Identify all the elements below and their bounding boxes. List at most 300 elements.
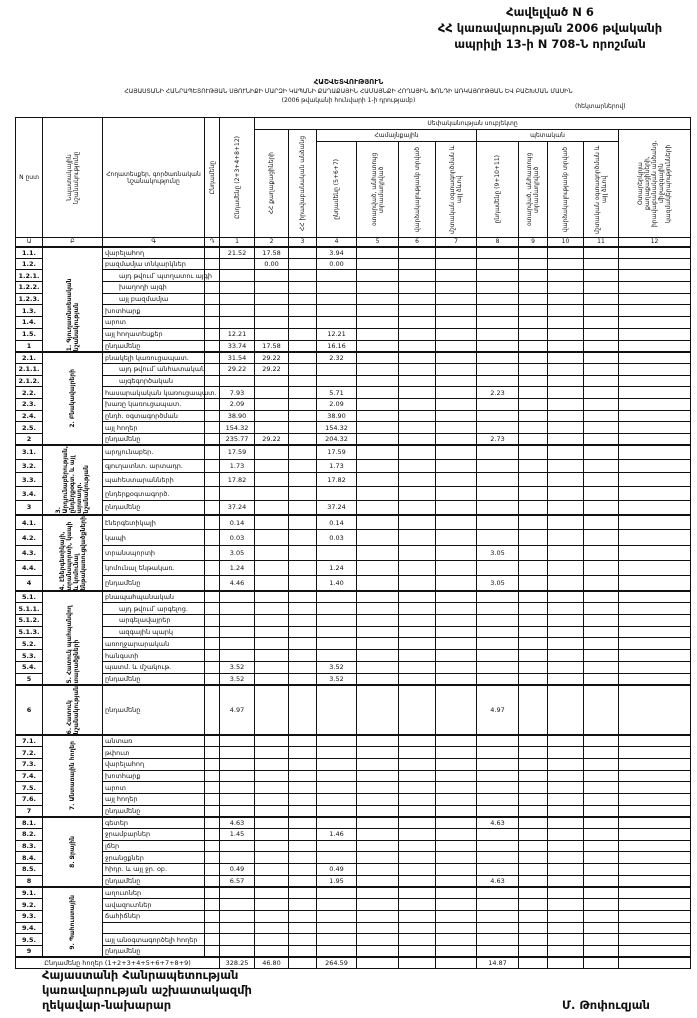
cell-community-total bbox=[317, 805, 357, 817]
cell-empty bbox=[519, 317, 548, 329]
row-number: 9.2. bbox=[16, 899, 43, 911]
cell-state-total bbox=[477, 591, 519, 603]
land-type: այլ հողեր bbox=[103, 422, 205, 434]
cell-empty bbox=[436, 829, 477, 841]
column-index: 9 bbox=[519, 238, 548, 247]
cell-citizens: 29.22 bbox=[255, 434, 289, 446]
position-line: ղեկավար-նախարար bbox=[42, 998, 172, 1012]
cell-citizens bbox=[255, 317, 289, 329]
cell-empty bbox=[357, 422, 399, 434]
cell-total bbox=[220, 794, 255, 806]
cell-state-total bbox=[477, 805, 519, 817]
group-label bbox=[43, 817, 103, 887]
group-label bbox=[43, 887, 103, 957]
cell-empty bbox=[436, 305, 477, 317]
cell-community-total: 3.52 bbox=[317, 661, 357, 673]
col-owner-group: Սեփականության սուբյեկտը bbox=[255, 118, 691, 130]
cell-community-total bbox=[317, 922, 357, 934]
cell-citizens bbox=[255, 922, 289, 934]
cell-empty bbox=[436, 445, 477, 459]
cell-community-total: 0.14 bbox=[317, 515, 357, 530]
land-fund-table bbox=[15, 117, 691, 969]
cell-empty bbox=[205, 758, 220, 770]
column-index: 8 bbox=[477, 238, 519, 247]
table-row bbox=[16, 934, 691, 946]
cell-legal bbox=[289, 473, 317, 487]
cell-empty bbox=[205, 794, 220, 806]
cell-empty bbox=[205, 410, 220, 422]
cell-empty bbox=[519, 603, 548, 615]
cell-empty bbox=[519, 899, 548, 911]
cell-legal bbox=[289, 661, 317, 673]
cell-community-total bbox=[317, 615, 357, 627]
cell-state-total: 4.63 bbox=[477, 875, 519, 887]
cell-community-total bbox=[317, 363, 357, 375]
cell-legal bbox=[289, 340, 317, 352]
col-11: մշտական օգտագործման և այլ ձևով bbox=[584, 142, 619, 238]
cell-empty bbox=[584, 398, 619, 410]
cell-empty bbox=[436, 530, 477, 545]
cell-empty bbox=[357, 945, 399, 957]
cell-empty bbox=[399, 817, 436, 829]
cell-citizens bbox=[255, 328, 289, 340]
row-number: 5.1. bbox=[16, 591, 43, 603]
cell-empty bbox=[205, 782, 220, 794]
column-index: 12 bbox=[619, 238, 691, 247]
cell-empty bbox=[436, 910, 477, 922]
cell-empty bbox=[357, 282, 399, 294]
cell-community-total bbox=[317, 638, 357, 650]
annex-line: ապրիլի 13-ի N 708-Ն որոշման bbox=[454, 37, 646, 51]
cell-state-total bbox=[477, 864, 519, 876]
cell-empty bbox=[584, 282, 619, 294]
cell-empty bbox=[548, 922, 584, 934]
total-label: Ընդամենը հողեր (1+2+3+4+5+6+7+8+9) bbox=[16, 957, 220, 969]
col-2: ՀՀ քաղաքացիների bbox=[255, 130, 289, 238]
cell-empty bbox=[519, 864, 548, 876]
cell-community-total bbox=[317, 794, 357, 806]
cell-community-total: 154.32 bbox=[317, 422, 357, 434]
cell-empty bbox=[584, 615, 619, 627]
cell-empty bbox=[619, 852, 691, 864]
cell-community-total bbox=[317, 650, 357, 662]
cell-empty bbox=[584, 685, 619, 735]
cell-empty bbox=[619, 293, 691, 305]
cell-legal bbox=[289, 603, 317, 615]
group-label-text: 6. Հատուկ նշանակության bbox=[65, 685, 80, 735]
cell-empty bbox=[399, 501, 436, 515]
cell-empty bbox=[357, 501, 399, 515]
document-subtitle: ՀԱՅԱՍՏԱՆԻ ՀԱՆՐԱՊԵՏՈՒԹՅԱՆ ՍՅՈՒՆԻՔԻ ՄԱՐԶԻ ԿԱՊԱՆԻ ՔԱՂԱՔԱՅԻՆ ՀԱՄԱՅՆՔԻ ՀՈՂԱՅԻՆ ՖՈՆԴԻ ԱՌԿԱՅՈՒԹՅԱՆ ԵՎ ԲԱՇԽՄԱՆ ՄԱՍԻՆ bbox=[124, 88, 573, 95]
table-row bbox=[16, 487, 691, 501]
cell-state-total bbox=[477, 615, 519, 627]
cell-empty bbox=[436, 387, 477, 399]
cell-empty bbox=[548, 747, 584, 759]
cell-state-total bbox=[477, 910, 519, 922]
cell-empty bbox=[584, 840, 619, 852]
row-number: 3.1. bbox=[16, 445, 43, 459]
group-label-text: 5. Հատուկ պահպանվող տարածքների bbox=[65, 605, 80, 684]
cell-empty bbox=[436, 887, 477, 899]
table-row bbox=[16, 270, 691, 282]
cell-empty bbox=[357, 487, 399, 501]
cell-empty bbox=[548, 735, 584, 747]
cell-state-total bbox=[477, 530, 519, 545]
table-row bbox=[16, 247, 691, 259]
col-no: N ըստ bbox=[16, 118, 43, 238]
table-row bbox=[16, 794, 691, 806]
cell-empty bbox=[519, 887, 548, 899]
table-row bbox=[16, 473, 691, 487]
cell-empty bbox=[584, 805, 619, 817]
cell-empty bbox=[205, 840, 220, 852]
cell-empty bbox=[548, 317, 584, 329]
cell-empty bbox=[584, 650, 619, 662]
cell-empty bbox=[436, 626, 477, 638]
col-8: ընդամենը (9+10+11) bbox=[477, 142, 519, 238]
cell-empty bbox=[436, 258, 477, 270]
cell-empty bbox=[357, 293, 399, 305]
cell-empty bbox=[399, 603, 436, 615]
cell-empty bbox=[205, 473, 220, 487]
cell-community-total bbox=[317, 626, 357, 638]
cell-empty bbox=[519, 501, 548, 515]
col-12: Օտարերկրյա քաղաքացիների, իրավաբանական անձանց, միջազգային կազմակերպությունների bbox=[619, 130, 691, 238]
cell-total bbox=[220, 782, 255, 794]
cell-empty bbox=[357, 363, 399, 375]
cell-empty bbox=[584, 530, 619, 545]
cell-total: 154.32 bbox=[220, 422, 255, 434]
row-number: 8.2. bbox=[16, 829, 43, 841]
cell-empty bbox=[548, 615, 584, 627]
cell-community-total bbox=[317, 840, 357, 852]
cell-empty bbox=[548, 270, 584, 282]
cell-empty bbox=[357, 576, 399, 591]
cell-citizens bbox=[255, 545, 289, 560]
cell-empty bbox=[519, 576, 548, 591]
cell-empty bbox=[436, 282, 477, 294]
cell-empty bbox=[436, 410, 477, 422]
cell-empty bbox=[205, 530, 220, 545]
cell-empty bbox=[619, 473, 691, 487]
cell-empty bbox=[619, 747, 691, 759]
cell-empty bbox=[357, 305, 399, 317]
row-number: 1 bbox=[16, 340, 43, 352]
cell-empty bbox=[619, 957, 691, 969]
cell-citizens bbox=[255, 638, 289, 650]
cell-empty bbox=[584, 445, 619, 459]
row-number: 5.3. bbox=[16, 650, 43, 662]
cell-empty bbox=[619, 758, 691, 770]
cell-community-total bbox=[317, 934, 357, 946]
row-number: 1.2. bbox=[16, 258, 43, 270]
cell-empty bbox=[436, 650, 477, 662]
cell-empty bbox=[357, 957, 399, 969]
row-number: 5.4. bbox=[16, 661, 43, 673]
table-row bbox=[16, 922, 691, 934]
cell-empty bbox=[399, 293, 436, 305]
cell-empty bbox=[436, 352, 477, 364]
cell-empty bbox=[399, 387, 436, 399]
cell-empty bbox=[436, 459, 477, 473]
cell-empty bbox=[436, 545, 477, 560]
cell-legal bbox=[289, 445, 317, 459]
cell-empty bbox=[357, 887, 399, 899]
cell-community-total: 1.46 bbox=[317, 829, 357, 841]
col-4: ընդամենը (5+6+7) bbox=[317, 142, 357, 238]
cell-total bbox=[220, 305, 255, 317]
col-landtype: Հողատեսքեր, գործառնական նշանակությունը bbox=[103, 118, 205, 238]
cell-state-total bbox=[477, 852, 519, 864]
row-number: 8 bbox=[16, 875, 43, 887]
cell-citizens bbox=[255, 410, 289, 422]
cell-citizens: 17.58 bbox=[255, 247, 289, 259]
cell-empty bbox=[519, 782, 548, 794]
cell-empty bbox=[357, 747, 399, 759]
land-type: արոտ bbox=[103, 317, 205, 329]
column-index: 3 bbox=[289, 238, 317, 247]
cell-state-total bbox=[477, 638, 519, 650]
cell-state-total bbox=[477, 293, 519, 305]
cell-community-total bbox=[317, 375, 357, 387]
cell-empty bbox=[205, 899, 220, 911]
row-number: 9.5. bbox=[16, 934, 43, 946]
cell-empty bbox=[357, 375, 399, 387]
cell-total: 3.52 bbox=[220, 673, 255, 685]
cell-empty bbox=[357, 650, 399, 662]
cell-state-total: 4.97 bbox=[477, 685, 519, 735]
cell-citizens bbox=[255, 501, 289, 515]
cell-citizens bbox=[255, 685, 289, 735]
cell-empty bbox=[436, 561, 477, 576]
cell-empty bbox=[289, 957, 317, 969]
column-index: 1 bbox=[220, 238, 255, 247]
cell-empty bbox=[436, 875, 477, 887]
column-index: Բ bbox=[43, 238, 103, 247]
cell-empty bbox=[519, 340, 548, 352]
cell-empty bbox=[619, 603, 691, 615]
cell-empty bbox=[357, 638, 399, 650]
cell-empty bbox=[548, 805, 584, 817]
cell-empty bbox=[436, 934, 477, 946]
cell-empty bbox=[584, 270, 619, 282]
cell-legal bbox=[289, 747, 317, 759]
cell-empty bbox=[399, 747, 436, 759]
cell-empty bbox=[399, 794, 436, 806]
cell-total bbox=[220, 487, 255, 501]
land-type: արդյունաբեր. bbox=[103, 445, 205, 459]
cell-legal bbox=[289, 270, 317, 282]
cell-empty bbox=[584, 747, 619, 759]
cell-empty bbox=[519, 945, 548, 957]
cell-empty bbox=[399, 864, 436, 876]
cell-citizens bbox=[255, 293, 289, 305]
cell-empty bbox=[399, 945, 436, 957]
cell-empty bbox=[619, 794, 691, 806]
cell-empty bbox=[519, 829, 548, 841]
land-type: վարելահող bbox=[103, 758, 205, 770]
row-number: 1.2.1. bbox=[16, 270, 43, 282]
cell-state-total bbox=[477, 340, 519, 352]
cell-empty bbox=[619, 545, 691, 560]
cell-empty bbox=[548, 387, 584, 399]
row-number: 1.2.2. bbox=[16, 282, 43, 294]
column-index: 10 bbox=[548, 238, 584, 247]
table-row bbox=[16, 661, 691, 673]
cell-empty bbox=[205, 638, 220, 650]
cell-empty bbox=[519, 434, 548, 446]
cell-empty bbox=[399, 650, 436, 662]
cell-empty bbox=[619, 626, 691, 638]
table-row bbox=[16, 434, 691, 446]
table-row bbox=[16, 626, 691, 638]
cell-empty bbox=[584, 945, 619, 957]
cell-community-total bbox=[317, 747, 357, 759]
land-type: ընդամենը bbox=[103, 576, 205, 591]
cell-total: 21.52 bbox=[220, 247, 255, 259]
cell-empty bbox=[436, 363, 477, 375]
cell-community-total bbox=[317, 545, 357, 560]
cell-state-total bbox=[477, 735, 519, 747]
col-7: մշտական օգտագործման և այլ ձևով bbox=[436, 142, 477, 238]
cell-state-total bbox=[477, 758, 519, 770]
table-row bbox=[16, 282, 691, 294]
land-type: ընդամենը bbox=[103, 805, 205, 817]
cell-empty bbox=[205, 910, 220, 922]
cell-empty bbox=[619, 328, 691, 340]
cell-citizens bbox=[255, 673, 289, 685]
cell-legal bbox=[289, 387, 317, 399]
cell-empty bbox=[519, 515, 548, 530]
cell-community-total: 3.94 bbox=[317, 247, 357, 259]
column-index: Ա bbox=[16, 238, 43, 247]
cell-legal bbox=[289, 247, 317, 259]
table-row bbox=[16, 591, 691, 603]
cell-empty bbox=[436, 673, 477, 685]
table-row bbox=[16, 293, 691, 305]
cell-state-total bbox=[477, 922, 519, 934]
cell-citizens bbox=[255, 515, 289, 530]
cell-empty bbox=[399, 591, 436, 603]
cell-total: 6.57 bbox=[220, 875, 255, 887]
cell-empty bbox=[548, 957, 584, 969]
cell-empty bbox=[519, 247, 548, 259]
cell-community-total bbox=[317, 945, 357, 957]
cell-empty bbox=[619, 735, 691, 747]
land-type: պատմ. և մշակութ. bbox=[103, 661, 205, 673]
cell-empty bbox=[357, 591, 399, 603]
row-number: 7.4. bbox=[16, 770, 43, 782]
cell-empty bbox=[548, 782, 584, 794]
cell-community-total: 0.03 bbox=[317, 530, 357, 545]
cell-empty bbox=[519, 957, 548, 969]
cell-empty bbox=[205, 805, 220, 817]
cell-empty bbox=[357, 473, 399, 487]
cell-community-total: 0.49 bbox=[317, 864, 357, 876]
cell-community-total bbox=[317, 770, 357, 782]
cell-state-total bbox=[477, 561, 519, 576]
land-type: կոմունալ ենթակառ. bbox=[103, 561, 205, 576]
row-number: 7.6. bbox=[16, 794, 43, 806]
cell-empty bbox=[619, 270, 691, 282]
cell-state-total bbox=[477, 770, 519, 782]
row-number: 1.3. bbox=[16, 305, 43, 317]
cell-empty bbox=[436, 422, 477, 434]
cell-empty bbox=[205, 864, 220, 876]
cell-empty bbox=[357, 910, 399, 922]
cell-community-total: 1.40 bbox=[317, 576, 357, 591]
land-type: այլ անօգտագործելի հողեր bbox=[103, 934, 205, 946]
land-type: այլ հողեր bbox=[103, 794, 205, 806]
cell-citizens bbox=[255, 758, 289, 770]
cell-empty bbox=[205, 673, 220, 685]
cell-empty bbox=[399, 887, 436, 899]
cell-empty bbox=[584, 661, 619, 673]
cell-community-total bbox=[317, 899, 357, 911]
cell-empty bbox=[205, 293, 220, 305]
cell-community-total: 37.24 bbox=[317, 501, 357, 515]
cell-total bbox=[220, 317, 255, 329]
total-c1: 328.25 bbox=[220, 957, 255, 969]
cell-state-total bbox=[477, 305, 519, 317]
cell-total bbox=[220, 887, 255, 899]
table-row bbox=[16, 910, 691, 922]
cell-empty bbox=[399, 398, 436, 410]
cell-total: 31.54 bbox=[220, 352, 255, 364]
cell-empty bbox=[399, 445, 436, 459]
table-row bbox=[16, 530, 691, 545]
cell-empty bbox=[399, 576, 436, 591]
cell-empty bbox=[436, 576, 477, 591]
cell-empty bbox=[436, 817, 477, 829]
table-row bbox=[16, 387, 691, 399]
cell-empty bbox=[205, 945, 220, 957]
land-type: ազգային պարկ bbox=[103, 626, 205, 638]
cell-empty bbox=[399, 317, 436, 329]
cell-empty bbox=[519, 770, 548, 782]
cell-empty bbox=[399, 410, 436, 422]
cell-state-total: 3.05 bbox=[477, 576, 519, 591]
annex-line: ՀՀ կառավարության 2006 թվականի bbox=[437, 21, 663, 35]
group-label bbox=[43, 591, 103, 685]
cell-empty bbox=[519, 875, 548, 887]
cell-empty bbox=[205, 922, 220, 934]
table-row bbox=[16, 375, 691, 387]
cell-empty bbox=[619, 945, 691, 957]
cell-empty bbox=[436, 864, 477, 876]
cell-empty bbox=[519, 673, 548, 685]
land-type: այլ հողատեսքեր bbox=[103, 328, 205, 340]
cell-empty bbox=[619, 363, 691, 375]
table-row bbox=[16, 445, 691, 459]
cell-citizens bbox=[255, 387, 289, 399]
cell-empty bbox=[619, 530, 691, 545]
cell-citizens bbox=[255, 530, 289, 545]
cell-community-total bbox=[317, 270, 357, 282]
cell-empty bbox=[548, 840, 584, 852]
cell-empty bbox=[619, 829, 691, 841]
land-type: այդ թվում՝ արգելոց. bbox=[103, 603, 205, 615]
cell-legal bbox=[289, 685, 317, 735]
cell-state-total bbox=[477, 375, 519, 387]
cell-legal bbox=[289, 501, 317, 515]
row-number: 7.5. bbox=[16, 782, 43, 794]
cell-empty bbox=[584, 352, 619, 364]
row-number: 7.1. bbox=[16, 735, 43, 747]
cell-empty bbox=[357, 673, 399, 685]
cell-empty bbox=[357, 340, 399, 352]
cell-empty bbox=[399, 626, 436, 638]
